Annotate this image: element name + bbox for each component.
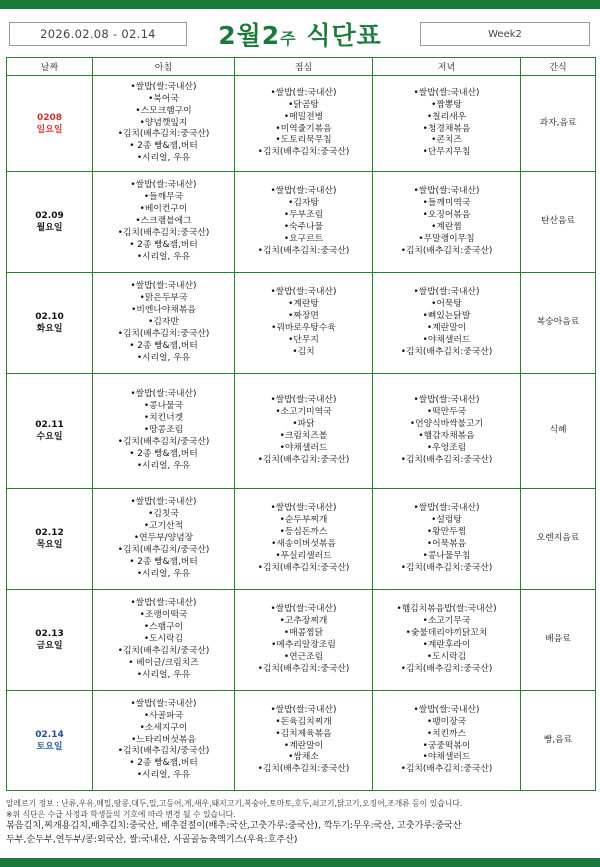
day-weekday: 금요일: [36, 641, 63, 651]
bottom-green-bar: [0, 858, 600, 867]
day-weekday: 수요일: [36, 432, 63, 442]
snack-cell: 과자,음료: [521, 76, 596, 172]
lunch-item: •김자탕: [288, 198, 319, 209]
dinner-item: •언양식바싹불고기: [409, 419, 484, 430]
title-rest: 식단표: [296, 21, 382, 50]
day-date: 02.10: [35, 312, 64, 322]
lunch-item: •메밀전병: [283, 111, 324, 122]
dinner-item: •짬뽕탕: [431, 99, 462, 110]
breakfast-item: •양념깻잎지: [139, 117, 188, 128]
breakfast-item: •김치(배추김치:중국산): [117, 328, 210, 339]
dinner-item: •오징어볶음: [422, 210, 471, 221]
dinner-item: •김치(배추김치:중국산): [400, 245, 493, 256]
lunch-item: •쌀밥(쌀:국내산): [270, 395, 337, 406]
breakfast-item: •도시락김: [143, 634, 184, 645]
dinner-item: •뼈있는닭발: [422, 311, 471, 322]
day-date: 02.11: [35, 420, 64, 430]
breakfast-item: •시리얼, 우유: [136, 568, 191, 579]
lunch-item: •김치: [292, 346, 315, 357]
lunch-cell: [235, 374, 373, 489]
col-header-lunch: 점심: [235, 58, 373, 76]
dinner-item: •김치(배추김치:중국산): [400, 663, 493, 674]
dinner-cell: [373, 172, 521, 273]
breakfast-item: •쌀밥(쌀:국내산): [130, 81, 197, 92]
breakfast-item: • 베이글/크림치즈: [128, 657, 199, 668]
breakfast-item: •김치(배추김치/중국산): [117, 544, 210, 555]
day-date: 02.12: [35, 528, 64, 538]
dinner-item: •쌀밥(쌀:국내산): [413, 186, 480, 197]
table-row: [7, 273, 596, 374]
lunch-item: •쌈채소: [288, 752, 319, 763]
day-weekday: 일요일: [36, 124, 63, 135]
dinner-cell: [373, 590, 521, 691]
table-row: [7, 590, 596, 691]
dinner-cell: [373, 374, 521, 489]
breakfast-item: •쌀밥(쌀:국내산): [130, 389, 197, 400]
lunch-item: •크림치즈볼: [279, 431, 328, 441]
dinner-item: •쌀밥(쌀:국내산): [413, 395, 480, 406]
breakfast-cell: [93, 590, 235, 691]
lunch-item: •파닭: [292, 419, 315, 430]
dinner-item: •쌀밥(쌀:국내산): [413, 287, 480, 298]
lunch-item: •김치(배추김치:중국산): [257, 454, 350, 465]
breakfast-item: • 2종 빵&잼,버터: [129, 141, 198, 152]
lunch-item: •돈육김치찌개: [275, 716, 332, 727]
lunch-cell: [235, 273, 373, 374]
breakfast-item: •고기산적: [143, 521, 184, 532]
breakfast-item: •맑은두부국: [139, 293, 188, 304]
day-date: 02.14: [35, 729, 64, 740]
lunch-item: •새송이버섯볶음: [271, 539, 336, 549]
dinner-item: •팽이장국: [426, 716, 467, 727]
day-cell: [7, 489, 93, 590]
dinner-item: •궁중떡볶이: [422, 740, 471, 751]
breakfast-item: • 2종 빵&잼,버터: [129, 448, 198, 459]
day-cell: [7, 273, 93, 374]
day-cell: [7, 76, 93, 172]
dinner-item: •김치(배추김치:중국산): [400, 454, 493, 465]
breakfast-item: • 2종 빵&잼,버터: [129, 340, 198, 351]
snack-cell: 오렌지음료: [521, 489, 596, 590]
breakfast-item: •조랭이떡국: [139, 610, 188, 621]
lunch-item: •계란탕: [288, 299, 319, 310]
page-title: [200, 16, 400, 52]
breakfast-item: •비엔나야채볶음: [131, 305, 196, 316]
top-green-bar: [0, 0, 600, 9]
breakfast-item: •시리얼, 우유: [136, 460, 191, 471]
breakfast-item: • 2종 빵&잼,버터: [129, 556, 198, 567]
dinner-item: •우엉조림: [426, 442, 467, 453]
snack-cell: 탄산음료: [521, 172, 596, 273]
lunch-item: •쌀밥(쌀:국내산): [270, 287, 337, 298]
breakfast-item: •김치(배추김치/중국산): [117, 746, 210, 757]
dinner-item: •칠리새우: [426, 111, 467, 122]
dinner-item: •쌀밥(쌀:국내산): [413, 87, 480, 98]
dinner-item: •김치(배추김치:중국산): [400, 562, 493, 573]
lunch-item: •쌀밥(쌀:국내산): [270, 503, 337, 514]
lunch-item: •야채샐러드: [279, 442, 328, 453]
breakfast-item: •김자반: [148, 317, 179, 328]
breakfast-item: •쌀밥(쌀:국내산): [130, 698, 197, 709]
breakfast-cell: [93, 172, 235, 273]
table-header-row: [7, 58, 596, 76]
dinner-item: •김치(배추김치:중국산): [400, 764, 493, 775]
snack-cell: 식혜: [521, 374, 596, 489]
lunch-item: •쌀밥(쌀:국내산): [270, 87, 337, 98]
breakfast-item: • 2종 빵&잼,버터: [129, 758, 198, 769]
lunch-item: •연근조림: [283, 651, 324, 662]
lunch-item: •쌀밥(쌀:국내산): [270, 704, 337, 715]
lunch-item: •숙주나물: [283, 222, 324, 232]
breakfast-item: •베이컨구이: [139, 204, 188, 215]
day-cell: [7, 590, 93, 691]
breakfast-item: •스크램블에그: [135, 216, 192, 227]
dinner-item: •어묵탕: [431, 299, 462, 310]
dinner-cell: [373, 76, 521, 172]
snack-cell: 배음료: [521, 590, 596, 691]
breakfast-item: •쌀밥(쌀:국내산): [130, 281, 197, 292]
dinner-item: •들깨미역국: [422, 198, 471, 209]
dinner-item: •햄감자채볶음: [418, 431, 475, 441]
breakfast-item: •콩나물국: [143, 401, 184, 412]
dinner-item: •쌀밥(쌀:국내산): [413, 704, 480, 715]
dinner-item: •야채샐러드: [422, 752, 471, 763]
lunch-item: •짜장면: [288, 311, 319, 322]
dinner-item: •왕만두찜: [426, 527, 467, 538]
dinner-cell: [373, 489, 521, 590]
breakfast-item: •소세지구이: [139, 722, 188, 733]
dinner-item: •계란찜: [431, 222, 462, 232]
dinner-item: •설렁탕: [431, 515, 462, 526]
dinner-item: •야채샐러드: [422, 334, 471, 345]
dinner-item: •쌀밥(쌀:국내산): [413, 503, 480, 514]
breakfast-item: •스모크햄구이: [135, 105, 192, 116]
origin-note-2: 두부,순두부,연두부/콩:외국산, 쌀:국내산, 사골골농축액기스(우육:호주산): [6, 834, 298, 845]
col-header-date: 날짜: [7, 58, 93, 76]
snack-cell: 빵,음료: [521, 691, 596, 791]
lunch-item: •순두부찌개: [279, 515, 328, 526]
breakfast-item: •쌀밥(쌀:국내산): [130, 598, 197, 609]
day-weekday: 월요일: [36, 223, 63, 233]
dinner-item: •계란후라이: [422, 640, 471, 650]
breakfast-item: •시리얼, 우유: [136, 251, 191, 262]
breakfast-item: •스팸구이: [143, 622, 184, 633]
lunch-item: •두부조림: [283, 210, 324, 221]
breakfast-cell: [93, 691, 235, 791]
lunch-item: •매콤찜닭: [283, 628, 324, 639]
day-cell: [7, 374, 93, 489]
lunch-cell: [235, 76, 373, 172]
breakfast-item: •시리얼, 우유: [136, 153, 191, 164]
breakfast-item: •김치(배추김치/중국산): [117, 436, 210, 447]
notes: [6, 798, 596, 847]
lunch-item: •미역줄기볶음: [275, 123, 332, 134]
header: [0, 14, 600, 58]
lunch-item: •김치(배추김치:중국산): [257, 245, 350, 256]
lunch-item: •김치(배추김치:중국산): [257, 764, 350, 775]
day-date: 02.13: [35, 629, 64, 639]
breakfast-item: •들깨무국: [143, 192, 184, 203]
lunch-cell: [235, 691, 373, 791]
snack-cell: 복숭아음료: [521, 273, 596, 374]
lunch-item: •김치(배추김치:중국산): [257, 562, 350, 573]
lunch-item: •계란말이: [283, 740, 324, 751]
breakfast-cell: [93, 489, 235, 590]
origin-note-1: 볶음김치,찌개용김치,배추김치:중국산, 배추겉절이(배추:국산,고춧가루:중국산), 깍두기:무우:국산, 고춧가루:중국산: [6, 821, 462, 831]
dinner-item: •콘치즈: [431, 135, 462, 146]
breakfast-item: •시리얼, 우유: [136, 669, 191, 680]
dinner-item: •떡만두국: [426, 407, 467, 418]
day-weekday: 화요일: [36, 324, 63, 334]
lunch-cell: [235, 489, 373, 590]
breakfast-item: •김치(배추김치:중국산): [117, 227, 210, 238]
lunch-item: •김치제육볶음: [275, 728, 332, 739]
breakfast-item: •시리얼, 우유: [136, 352, 191, 363]
day-date: 02.09: [35, 211, 64, 221]
breakfast-cell: [93, 374, 235, 489]
breakfast-item: •땅콩조림: [143, 425, 184, 436]
lunch-item: •메추리알장조림: [271, 640, 336, 650]
breakfast-item: •시리얼, 우유: [136, 770, 191, 781]
breakfast-cell: [93, 273, 235, 374]
breakfast-item: •쌀밥(쌀:국내산): [130, 497, 197, 508]
dinner-item: •무말랭이무침: [418, 233, 475, 244]
day-weekday: 토요일: [36, 741, 63, 752]
dinner-item: •숯불데리야끼닭꼬치: [405, 628, 488, 639]
lunch-item: •쌀밥(쌀:국내산): [270, 186, 337, 197]
breakfast-cell: [93, 76, 235, 172]
title-week-char: 주: [280, 29, 297, 48]
day-cell: [7, 691, 93, 791]
day-weekday: 목요일: [36, 540, 63, 550]
breakfast-item: •연두부/양념장: [133, 533, 194, 544]
table-row: [7, 489, 596, 590]
breakfast-item: •쌀밥(쌀:국내산): [130, 180, 197, 191]
dinner-item: •김치(배추김치:중국산): [400, 346, 493, 357]
breakfast-item: •느타리버섯볶음: [131, 734, 196, 745]
dinner-item: •콩나물무침: [422, 550, 471, 561]
table-row: [7, 172, 596, 273]
table-row: [7, 691, 596, 791]
lunch-item: •단무지: [288, 334, 319, 345]
breakfast-item: •치킨너겟: [143, 413, 184, 424]
table-row: [7, 374, 596, 489]
dinner-item: •계란말이: [426, 323, 467, 333]
dinner-cell: [373, 691, 521, 791]
lunch-item: •푸실리샐러드: [275, 550, 332, 561]
col-header-snack: 간식: [521, 58, 596, 76]
dinner-item: •도시락김: [426, 651, 467, 662]
col-header-breakfast: 아침: [93, 58, 235, 76]
breakfast-item: •북어국: [148, 93, 179, 104]
col-header-dinner: 저녁: [373, 58, 521, 76]
dinner-item: •단무지무침: [422, 147, 471, 158]
day-cell: [7, 172, 93, 273]
lunch-item: •쌀밥(쌀:국내산): [270, 604, 337, 615]
change-note: ※위 식단은 수급 사정과 학생들의 기호에 따라 변경 될 수 있습니다.: [6, 810, 236, 819]
lunch-item: •도토리묵무침: [275, 135, 332, 146]
lunch-item: •등심돈까스: [279, 527, 328, 538]
lunch-cell: [235, 172, 373, 273]
dinner-item: •청경채볶음: [422, 123, 471, 134]
dinner-item: •치킨까스: [426, 728, 467, 739]
lunch-item: •소고기미역국: [275, 407, 332, 418]
lunch-item: •김치(배추김치:중국산): [257, 663, 350, 674]
dinner-item: •어묵볶음: [426, 539, 467, 549]
lunch-item: •닭곰탕: [288, 99, 319, 110]
day-date: 0208: [36, 112, 63, 123]
breakfast-item: •김치(배추김치/중국산): [117, 645, 210, 656]
table-row: [7, 76, 596, 172]
breakfast-item: •김치(배추김치:중국산): [117, 129, 210, 140]
breakfast-item: •김칫국: [148, 509, 179, 520]
lunch-item: •요구르트: [283, 233, 324, 244]
lunch-item: •고추장찌개: [279, 616, 328, 627]
menu-table: [6, 57, 596, 791]
dinner-item: •소고기무국: [422, 616, 471, 627]
breakfast-item: • 2종 빵&잼,버터: [129, 239, 198, 250]
dinner-item: •햄김치볶음밥(쌀:국내산): [396, 604, 497, 615]
allergy-note: 알레르기 정보 : 난류,우유,메밀,땅콩,대두,밀,고등어,게,새우,돼지고기,복숭아,토마토,호두,쇠고기,닭고기,오징어,조개류 등이 있습니다.: [6, 799, 463, 808]
title-main: 2월2: [218, 21, 281, 50]
date-range: 2026.02.08 - 02.14: [9, 22, 187, 46]
menu-body: [7, 76, 596, 791]
week-label: Week2: [420, 22, 590, 46]
lunch-item: •김치(배추김치:중국산): [257, 147, 350, 158]
lunch-item: •꿔바로우탕수육: [271, 323, 336, 333]
dinner-cell: [373, 273, 521, 374]
breakfast-item: •사골파국: [143, 710, 184, 721]
lunch-cell: [235, 590, 373, 691]
